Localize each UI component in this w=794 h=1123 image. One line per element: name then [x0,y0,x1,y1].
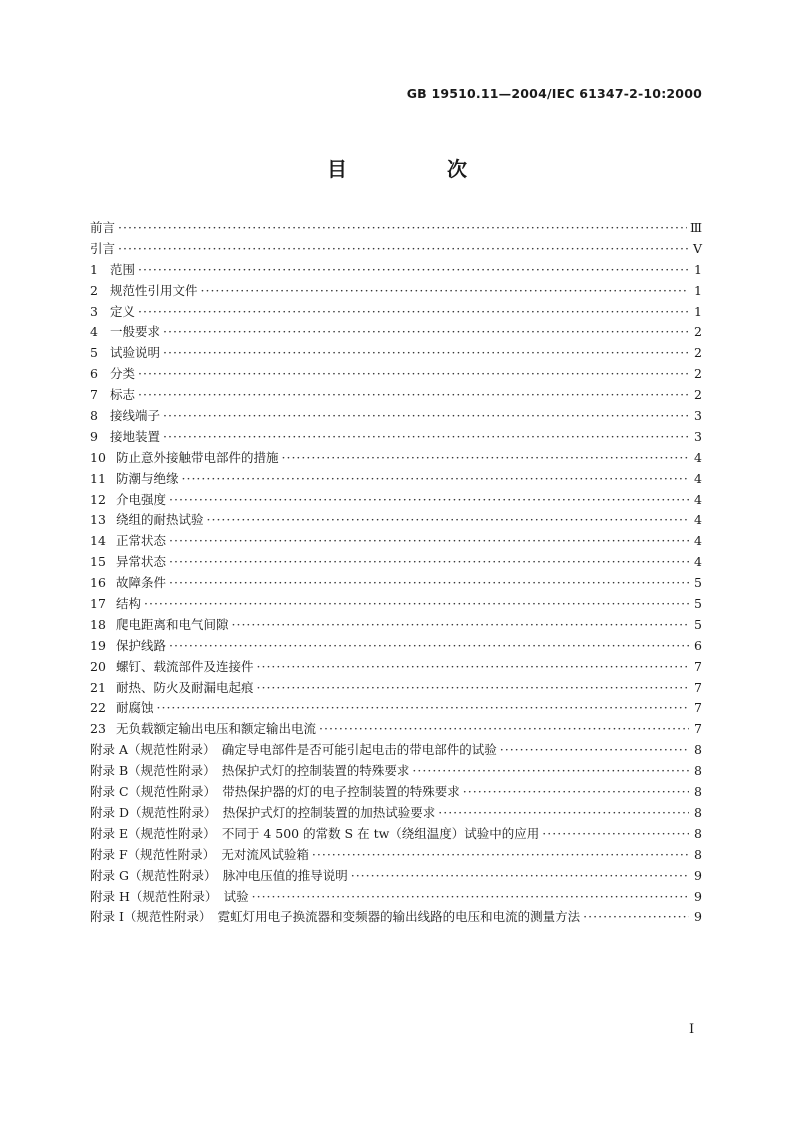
toc-entry[interactable] [90,427,702,448]
toc-entry[interactable] [90,866,702,887]
toc-entry-title: 分类 [110,366,136,382]
toc-entry-page: Ⅴ [692,240,702,256]
toc-leader-dots [169,573,689,594]
toc-entry-page: 5 [694,575,702,591]
toc-leader-dots [201,281,689,302]
toc-entry-number: 11 [90,470,106,486]
toc-leader-dots [169,490,689,511]
toc-entry-page: Ⅲ [689,220,702,235]
toc-entry-title: 附录 C（规范性附录） 带热保护器的灯的电子控制装置的特殊要求 [90,784,460,800]
toc-entry-page: 1 [694,303,702,319]
toc-entry-title: 介电强度 [116,491,167,507]
toc-entry-page: 4 [694,449,702,465]
toc-leader-dots [319,719,689,740]
toc-entry-title: 附录 F（规范性附录） 无对流风试验箱 [90,846,309,862]
toc-entry[interactable] [90,490,702,511]
toc-entry-title: 异常状态 [116,554,167,570]
toc-entry-number: 12 [90,491,106,507]
toc-entry-number: 4 [90,324,98,340]
toc-leader-dots [257,678,689,699]
toc-leader-dots [138,260,689,281]
toc-entry-title: 防潮与绝缘 [116,470,179,486]
toc-entry-title: 爬电距离和电气间隙 [116,616,229,632]
toc-entry[interactable] [90,803,702,824]
toc-entry-page: 1 [694,282,702,298]
toc-entry-page: 4 [694,491,702,507]
toc-entry-page: 8 [694,846,702,862]
toc-entry-number: 9 [90,428,98,444]
toc-entry-title: 耐腐蚀 [116,700,154,716]
toc-entry-title: 标志 [110,387,136,403]
toc-entry-number: 1 [90,261,98,277]
toc-entry-title: 范围 [110,261,136,277]
toc-entry[interactable] [90,302,702,323]
toc-entry-title: 规范性引用文件 [110,282,198,298]
toc-entry[interactable] [90,531,702,552]
toc-entry[interactable] [90,761,702,782]
toc-entry[interactable] [90,510,702,531]
toc-entry-title: 绕组的耐热试验 [116,512,204,528]
toc-entry-title: 定义 [110,303,136,319]
toc-entry-title: 引言 [90,240,116,256]
toc-leader-dots [138,385,689,406]
toc-entry-number: 5 [90,345,98,361]
toc-entry-page: 2 [694,324,702,340]
toc-entry[interactable] [90,615,702,636]
toc-entry-number: 18 [90,616,106,632]
standard-number: GB 19510.11—2004/IEC 61347-2-10:2000 [406,86,702,101]
toc-entry-number: 6 [90,366,98,382]
toc-leader-dots [163,427,689,448]
toc-entry[interactable] [90,594,702,615]
toc-leader-dots [169,531,689,552]
toc-entry-title: 附录 D（规范性附录） 热保护式灯的控制装置的加热试验要求 [90,804,436,820]
toc-entry-page: 8 [694,804,702,820]
toc-entry-number: 8 [90,408,98,424]
toc-leader-dots [207,510,689,531]
toc-entry-number: 7 [90,387,98,403]
toc-entry[interactable] [90,469,702,490]
toc-entry[interactable] [90,322,702,343]
toc-leader-dots [138,364,689,385]
toc-entry-title: 附录 B（规范性附录） 热保护式灯的控制装置的特殊要求 [90,763,410,779]
toc-entry-page: 5 [694,616,702,632]
toc-entry[interactable] [90,657,702,678]
toc-entry-page: 7 [694,658,702,674]
toc-entry-page: 1 [694,261,702,277]
toc-leader-dots [169,552,689,573]
toc-entry-title: 附录 H（规范性附录） 试验 [90,888,249,904]
toc-entry-page: 2 [694,387,702,403]
toc-entry-page: 8 [694,763,702,779]
toc-entry-number: 3 [90,303,98,319]
toc-entry-title: 接线端子 [110,408,161,424]
toc-entry-page: 8 [694,742,702,758]
toc-leader-dots [282,448,689,469]
toc-entry-page: 9 [694,867,702,883]
toc-entry[interactable] [90,907,702,928]
toc-entry-number: 19 [90,637,106,653]
toc-leader-dots [312,845,689,866]
toc-entry-page: 9 [694,888,702,904]
page-number: Ⅰ [689,1022,695,1037]
toc-entry[interactable] [90,260,702,281]
toc-leader-dots [157,698,689,719]
toc-entry-number: 13 [90,512,106,528]
toc-entry-page: 4 [694,512,702,528]
toc-entry-page: 4 [694,554,702,570]
toc-entry-number: 17 [90,596,106,612]
toc-leader-dots [463,782,689,803]
toc-entry-title: 附录 I（规范性附录） 霓虹灯用电子换流器和变频器的输出线路的电压和电流的测量方法 [90,909,581,925]
toc-entry-page: 3 [694,428,702,444]
toc-entry[interactable] [90,552,702,573]
toc-entry-number: 15 [90,554,106,570]
toc-entry[interactable] [90,406,702,427]
toc-leader-dots [163,343,689,364]
toc-leader-dots [169,636,689,657]
toc-entry[interactable] [90,678,702,699]
toc-entry-title: 故障条件 [116,575,167,591]
toc-entry-page: 2 [694,345,702,361]
toc-leader-dots [542,824,689,845]
toc-leader-dots [351,866,689,887]
toc-entry-title: 无负载额定输出电压和额定输出电流 [116,721,317,737]
toc-entry-title: 保护线路 [116,637,167,653]
table-of-contents [90,218,702,928]
toc-entry-page: 4 [694,470,702,486]
toc-entry-number: 16 [90,575,106,591]
toc-entry[interactable] [90,218,702,239]
toc-entry-page: 9 [694,909,702,925]
toc-entry-page: 6 [694,637,702,653]
toc-leader-dots [138,302,689,323]
toc-entry[interactable] [90,824,702,845]
toc-entry[interactable] [90,343,702,364]
toc-entry-page: 8 [694,825,702,841]
toc-entry-page: 4 [694,533,702,549]
toc-entry[interactable] [90,719,702,740]
toc-leader-dots [144,594,689,615]
toc-entry-page: 5 [694,596,702,612]
toc-entry-number: 14 [90,533,106,549]
toc-entry-title: 附录 E（规范性附录） 不同于 4 500 的常数 S 在 tw（绕组温度）试验中的应用 [90,825,540,841]
page-title: 目 次 [327,157,507,181]
toc-entry-title: 附录 A（规范性附录） 确定导电部件是否可能引起电击的带电部件的试验 [90,742,497,758]
toc-entry[interactable] [90,573,702,594]
toc-leader-dots [500,740,689,761]
toc-entry-title: 前言 [90,220,116,235]
toc-entry-page: 7 [694,679,702,695]
toc-entry[interactable] [90,782,702,803]
toc-leader-dots [257,657,689,678]
toc-entry-title: 试验说明 [110,345,161,361]
toc-entry[interactable] [90,281,702,302]
toc-entry-number: 23 [90,721,106,737]
toc-leader-dots [252,887,689,908]
toc-leader-dots [583,907,689,928]
toc-entry-number: 20 [90,658,106,674]
toc-entry-number: 2 [90,282,98,298]
toc-leader-dots [412,761,689,782]
toc-entry-title: 接地装置 [110,428,161,444]
toc-entry-number: 21 [90,679,106,695]
toc-entry-page: 7 [694,700,702,716]
toc-entry[interactable] [90,636,702,657]
toc-entry-title: 耐热、防火及耐漏电起痕 [116,679,254,695]
toc-entry[interactable] [90,239,702,260]
toc-entry[interactable] [90,385,702,406]
toc-entry-title: 结构 [116,596,142,612]
toc-entry-title: 一般要求 [110,324,161,340]
toc-entry[interactable] [90,887,702,908]
toc-entry-number: 22 [90,700,106,716]
toc-entry-title: 防止意外接触带电部件的措施 [116,449,279,465]
toc-entry-page: 3 [694,408,702,424]
toc-entry-title: 螺钉、载流部件及连接件 [116,658,254,674]
toc-entry[interactable] [90,448,702,469]
toc-entry[interactable] [90,740,702,761]
toc-leader-dots [182,469,689,490]
toc-entry-page: 7 [694,721,702,737]
toc-entry-title: 附录 G（规范性附录） 脉冲电压值的推导说明 [90,867,348,883]
toc-entry-number: 10 [90,449,106,465]
toc-entry-title: 正常状态 [116,533,167,549]
toc-entry[interactable] [90,845,702,866]
toc-leader-dots [232,615,689,636]
toc-leader-dots [163,406,689,427]
toc-leader-dots [118,218,687,239]
toc-entry[interactable] [90,698,702,719]
toc-leader-dots [438,803,689,824]
toc-leader-dots [118,239,689,260]
toc-leader-dots [163,322,689,343]
toc-entry[interactable] [90,364,702,385]
toc-entry-page: 2 [694,366,702,382]
toc-entry-page: 8 [694,784,702,800]
